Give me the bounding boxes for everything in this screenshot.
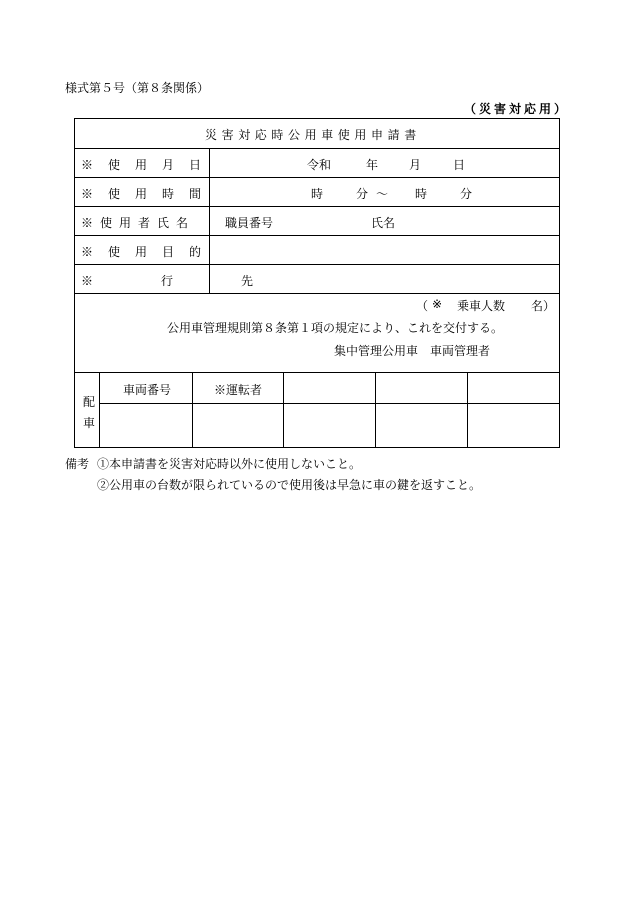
dispatch-label-1: 配 xyxy=(83,395,96,409)
dispatch-divider xyxy=(192,372,193,447)
dispatch-label-2: 車 xyxy=(83,416,96,430)
dispatch-divider xyxy=(467,372,468,447)
row-divider xyxy=(75,372,559,373)
row-divider xyxy=(75,264,559,265)
form-number: 様式第５号（第８条関係） xyxy=(65,81,210,95)
row-divider xyxy=(75,206,559,207)
staff-number-label: 職員番号 xyxy=(225,216,274,230)
label-usage-time: ※使用時間 xyxy=(81,187,217,201)
driver-header: ※運転者 xyxy=(214,383,263,397)
issuer: 集中管理公用車 車両管理者 xyxy=(334,344,491,358)
passenger-open: （ xyxy=(416,299,429,313)
date-day: 日 xyxy=(453,158,466,172)
row-divider xyxy=(75,148,559,149)
label-destination: ※行先 xyxy=(81,274,322,288)
row-divider xyxy=(99,403,559,404)
row-divider xyxy=(75,235,559,236)
label-purpose: ※使用目的 xyxy=(81,245,217,259)
date-year: 年 xyxy=(366,158,379,172)
time-minute-start: 分 xyxy=(356,187,369,201)
date-month: 月 xyxy=(409,158,422,172)
issuance-notice: 公用車管理規則第８条第１項の規定により、これを交付する。 xyxy=(167,321,504,335)
passenger-count-label: 乗車人数 xyxy=(457,299,506,313)
remarks-heading: 備考 xyxy=(65,457,90,471)
vehicle-number-header: 車両番号 xyxy=(123,383,172,397)
dispatch-divider xyxy=(99,372,100,447)
usage-tag: （災害対応用） xyxy=(464,102,570,116)
row-divider xyxy=(75,293,559,294)
row-divider xyxy=(75,177,559,178)
passenger-unit: 名） xyxy=(531,299,556,313)
remark-item: ①本申請書を災害対応時以外に使用しないこと。 xyxy=(97,457,362,471)
time-hour-end: 時 xyxy=(415,187,428,201)
dispatch-divider xyxy=(283,372,284,447)
dispatch-divider xyxy=(375,372,376,447)
time-minute-end: 分 xyxy=(460,187,473,201)
remark-item: ②公用車の台数が限られているので使用後は早急に車の鍵を返すこと。 xyxy=(97,478,482,492)
application-form xyxy=(74,118,560,448)
label-usage-date: ※使用月日 xyxy=(81,158,217,172)
passenger-mark: ※ xyxy=(432,297,443,311)
time-hour-start: 時 xyxy=(311,187,324,201)
label-user-name: ※使用者氏名 xyxy=(81,216,196,230)
name-label: 氏名 xyxy=(371,216,396,230)
date-era: 令和 xyxy=(307,158,332,172)
form-title: 災害対応時公用車使用申請書 xyxy=(205,128,421,142)
time-tilde: ～ xyxy=(376,187,389,201)
